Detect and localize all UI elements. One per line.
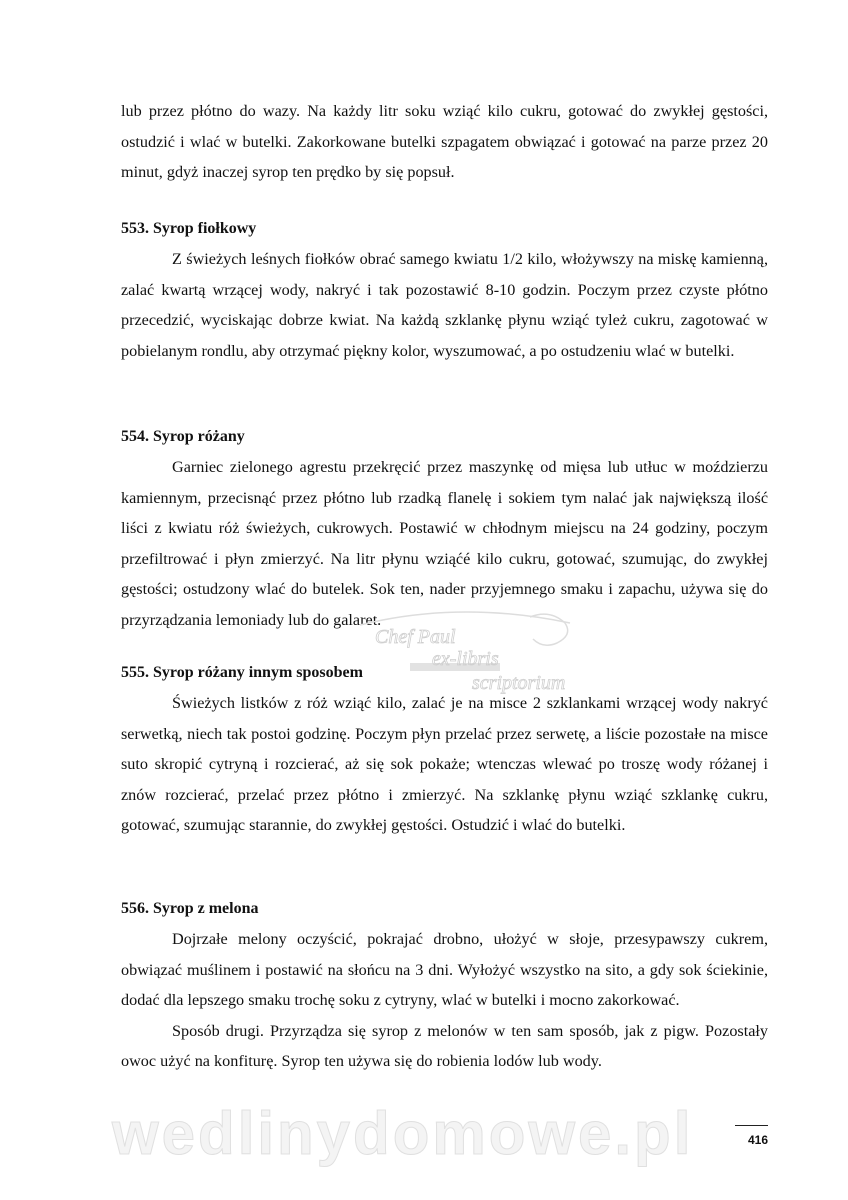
section-heading: 556. Syrop z melona (121, 900, 259, 917)
section-paragraph: Sposób drugi. Przyrządza się syrop z melonów w ten sam sposób, jak z pigw. Pozostały owoc użyć na konfiturę. Syrop ten używa się do robienia lodów lub wody. (121, 1021, 768, 1071)
section-553 (121, 214, 768, 366)
section-554 (121, 422, 768, 636)
page-number: 416 (747, 1133, 768, 1147)
site-watermark (108, 1090, 748, 1170)
seal-line-2: ex-libris (432, 648, 499, 670)
section-paragraph: Świeżych listków z róż wziąć kilo, zalać je na misce 2 szklankami wrzącej wody nakryć serwetką, niech tak postoi godzinę. Poczym płyn przelać przez serwetę, a liście pozostałe na misce suto skropić cytryną i rozcierać, aż się sok pokaże; wtenczas wlewać po troszę wody różanej i znów rozcierać, przelać przez płótno i zmierzyć. Na szklankę płynu wziąć szklankę cukru, gotować, szumując starannie, do zwykłej gęstości. Ostudzić i wlać do butelki. (121, 694, 768, 835)
seal-line-1: Chef Paul (375, 626, 456, 648)
section-556 (121, 894, 768, 1077)
ex-libris-watermark (300, 605, 620, 700)
seal-line-3: scriptorium (472, 672, 566, 694)
footer-rule (735, 1125, 768, 1126)
intro-paragraph: lub przez płótno do wazy. Na każdy litr soku wziąć kilo cukru, gotować do zwykłej gęstości, ostudzić i wlać w butelki. Zakorkowane butelki szpagatem obwiązać i gotować na parze przez 20 minut, gdyż inaczej syrop ten prędko by się popsuł. (121, 102, 768, 182)
section-heading: 553. Syrop fiołkowy (121, 220, 257, 237)
section-paragraph: Z świeżych leśnych fiołków obrać samego kwiatu 1/2 kilo, włożywszy na miskę kamienną, zalać kwartą wrzącej wody, nakryć i tak pozostawić 8-10 godzin. Poczym przez czyste płótno przecedzić, wyciskając dobrze kwiat. Na każdą szklankę płynu wziąć tyleż cukru, zagotować w pobielanym rondlu, aby otrzymać piękny kolor, wyszumować, a po ostudzeniu wlać w butelki. (121, 250, 768, 360)
section-heading: 555. Syrop różany innym sposobem (121, 664, 363, 681)
section-heading: 554. Syrop różany (121, 428, 245, 445)
section-paragraph: Dojrzałe melony oczyścić, pokrajać drobno, ułożyć w słoje, przesypawszy cukrem, obwiązać muślinem i postawić na słońcu na 3 dni. Wyłożyć wszystko na sito, a gdy sok ściekinie, dodać dla lepszego smaku trochę soku z cytryny, wlać w butelki i mocno zakorkować. (121, 930, 768, 1010)
body-text (121, 96, 768, 188)
site-watermark-text: wedlinydomowe.pl (112, 1100, 694, 1167)
section-paragraph: Garniec zielonego agrestu przekręcić przez maszynkę od mięsa lub utłuc w moździerzu kamiennym, przecisnąć przez płótno lub rzadką flanelę i sokiem tym nalać jak największą ilość liści z kwiatu róż świeżych, cukrowych. Postawić w chłodnym miejscu na 24 godziny, poczym przefiltrować i płyn zmierzyć. Na litr płynu wziąćé kilo cukru, gotować, szumując, do zwykłej gęstości; ostudzony wlać do butelek. Sok ten, nader przyjemnego smaku i zapachu, używa się do przyrządzania lemoniady lub do galaret. (121, 458, 768, 629)
